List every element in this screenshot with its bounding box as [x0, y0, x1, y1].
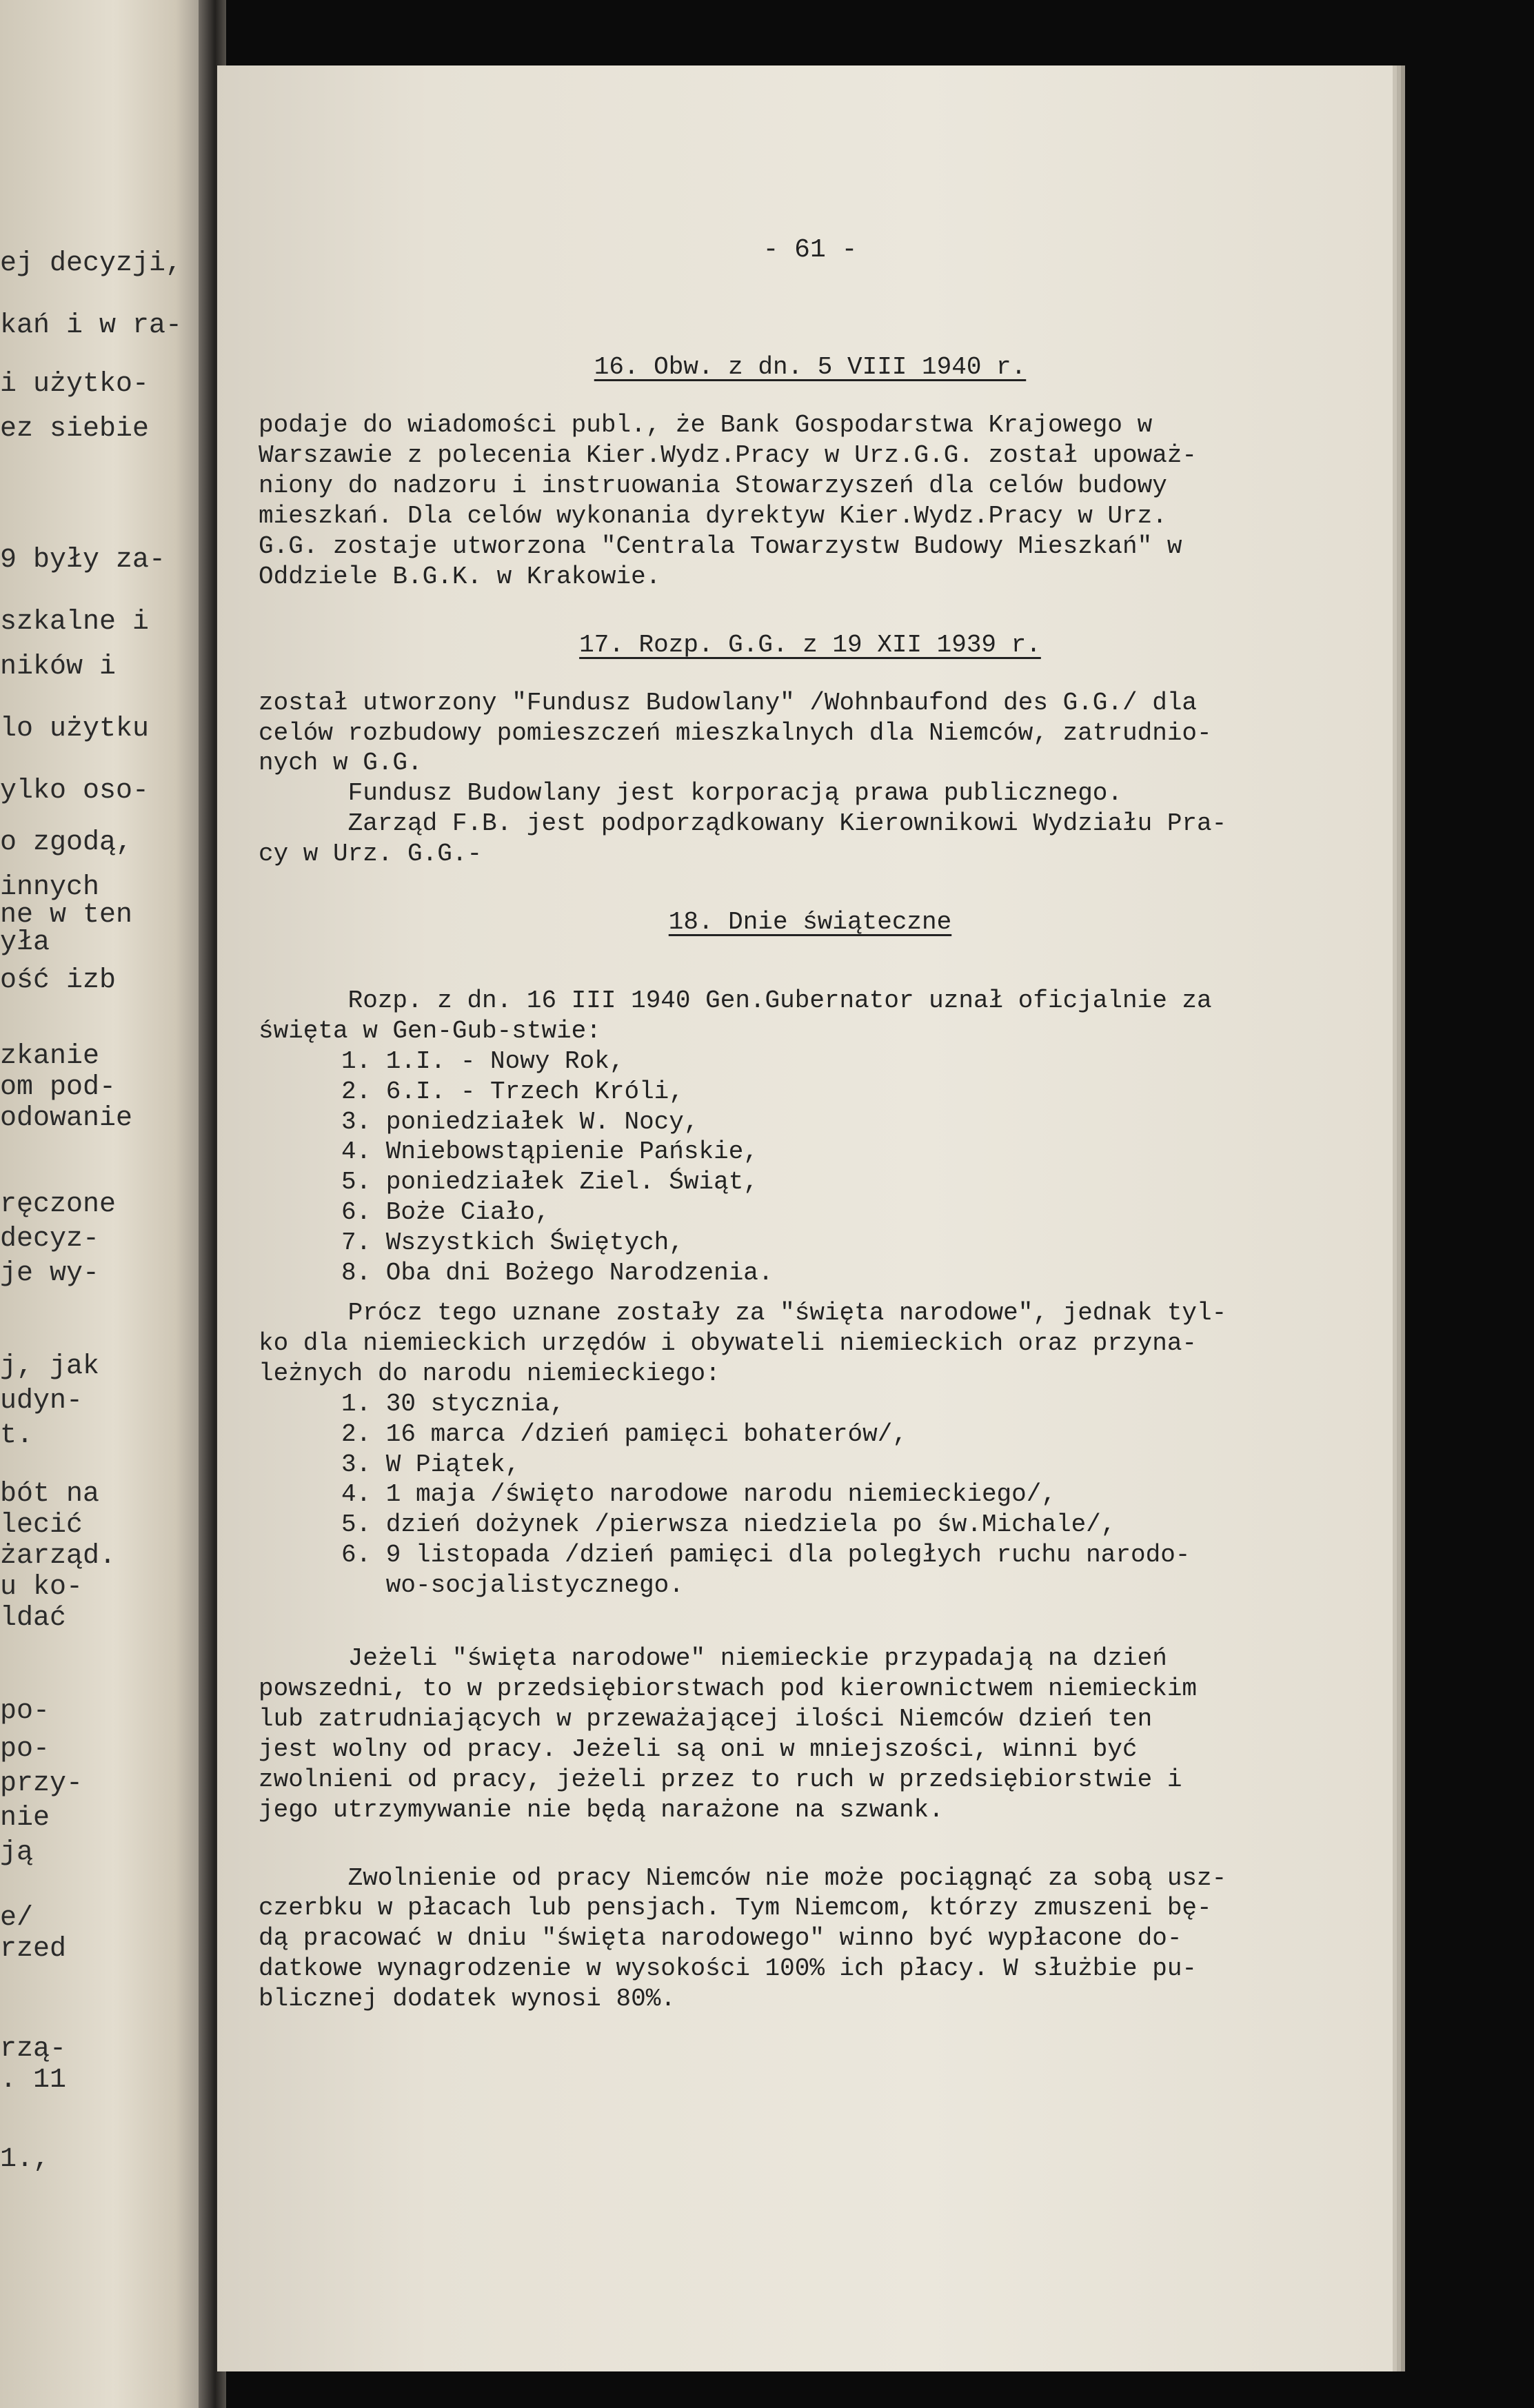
left-page-text-fragment: szkalne i [0, 607, 150, 638]
paragraph-wages [259, 1863, 1362, 2015]
text-line: G.G. zostaje utworzona "Centrala Towarzystw Budowy Mieszkań" w [259, 532, 1182, 560]
text-line: ko dla niemieckich urzędów i obywateli niemieckich oraz przyna- [259, 1328, 1198, 1357]
list-item: 6. 9 listopada /dzień pamięci dla poległych ruchu narodo- [341, 1541, 1191, 1570]
left-page-text-fragment: żarząd. [0, 1541, 117, 1572]
text-line: Zwolnienie od pracy Niemców nie może pociągnąć za sobą usz- [259, 1863, 1227, 1892]
list-item: 6. Boże Ciało, [341, 1198, 550, 1227]
left-page-text-fragment: bót na [0, 1479, 100, 1510]
list-item: 7. Wszystkich Świętych, [341, 1228, 684, 1257]
section-heading-18: 18. Dnie świąteczne [668, 908, 952, 937]
text-line: podaje do wiadomości publ., że Bank Gospodarstwa Krajowego w [259, 411, 1153, 440]
text-line: święta w Gen-Gub-stwie: [259, 1016, 601, 1045]
left-page-text-fragment: yła [0, 927, 50, 958]
left-page-text-fragment: je wy- [0, 1258, 100, 1289]
left-page-text-fragment: po- [0, 1734, 50, 1765]
left-page-text-fragment: rzed [0, 1934, 67, 1965]
text-line: Prócz tego uznane zostały za "święta narodowe", jednak tyl- [259, 1299, 1227, 1328]
left-page-text-fragment: ość izb [0, 965, 117, 996]
left-page-text-fragment: o zgodą, [0, 827, 133, 858]
left-page-text-fragment: kań i w ra- [0, 310, 183, 341]
text-line: Fundusz Budowlany jest korporacją prawa publicznego. [259, 779, 1123, 808]
text-line: powszedni, to w przedsiębiorstwach pod kierownictwem niemieckim [259, 1674, 1198, 1703]
text-line: Rozp. z dn. 16 III 1940 Gen.Gubernator uznał oficjalnie za [259, 986, 1212, 1015]
left-page-text-fragment: udyn- [0, 1386, 83, 1417]
text-line: mieszkań. Dla celów wykonania dyrektyw Kier.Wydz.Pracy w Urz. [259, 501, 1167, 530]
text-line: Jeżeli "święta narodowe" niemieckie przypadają na dzień [259, 1644, 1167, 1673]
text-line: Oddziele B.G.K. w Krakowie. [259, 562, 661, 591]
page-number: - 61 - [763, 235, 858, 265]
left-page-text-fragment: ników i [0, 651, 117, 682]
left-page-text-fragment: ne w ten [0, 900, 133, 931]
list-item: 3. poniedziałek W. Nocy, [341, 1107, 699, 1136]
text-line: nych w G.G. [259, 749, 423, 778]
left-page-text-fragment: . 11 [0, 2065, 67, 2096]
left-page-text-fragment: j, jak [0, 1351, 100, 1382]
left-page-text-fragment: lecić [0, 1510, 83, 1541]
list-item: 4. 1 maja /święto narodowe narodu niemieckiego/, [341, 1480, 1056, 1509]
left-page-text-fragment: zkanie [0, 1041, 100, 1072]
text-line: datkowe wynagrodzenie w wysokości 100% ich płacy. W służbie pu- [259, 1954, 1198, 1983]
left-page-text-fragment: e/ [0, 1903, 34, 1934]
left-page-text-fragment: po- [0, 1696, 50, 1727]
list-item: 1. 30 stycznia, [341, 1389, 565, 1418]
text-line: celów rozbudowy pomieszczeń mieszkalnych dla Niemców, zatrudnio- [259, 718, 1212, 747]
left-page-text-fragment: odowanie [0, 1103, 133, 1134]
left-page-text-fragment: ldać [0, 1603, 67, 1634]
text-line: Zarząd F.B. jest podporządkowany Kierownikowi Wydziału Pra- [259, 809, 1227, 838]
list-item: 4. Wniebowstąpienie Pańskie, [341, 1137, 758, 1166]
list-item: 2. 6.I. - Trzech Króli, [341, 1077, 684, 1106]
left-page-text-fragment: i użytko- [0, 369, 150, 400]
official-holidays-list [259, 1046, 1362, 1288]
left-page-text-fragment: ej decyzji, [0, 248, 183, 279]
left-page-text-fragment: om pod- [0, 1072, 117, 1103]
text-line: niony do nadzoru i instruowania Stowarzyszeń dla celów budowy [259, 472, 1167, 500]
text-line: leżnych do narodu niemieckiego: [259, 1359, 720, 1388]
left-page-text-fragment: decyz- [0, 1224, 100, 1255]
page-content [259, 234, 1362, 2052]
text-line: zwolnieni od pracy, jeżeli przez to ruch w przedsiębiorstwie i [259, 1765, 1182, 1794]
left-page-text-fragment: nie [0, 1803, 50, 1834]
text-line: jest wolny od pracy. Jeżeli są oni w mniejszości, winni być [259, 1734, 1138, 1763]
left-page-text-fragment: 9 były za- [0, 545, 166, 576]
text-line: blicznej dodatek wynosi 80%. [259, 1985, 676, 2014]
left-page-text-fragment: u ko- [0, 1572, 83, 1603]
list-item: 3. W Piątek, [341, 1450, 521, 1479]
list-item: 2. 16 marca /dzień pamięci bohaterów/, [341, 1419, 907, 1448]
list-item: 5. dzień dożynek /pierwsza niedziela po św.Michale/, [341, 1510, 1116, 1539]
holidays-intro [259, 986, 1362, 1046]
section-heading-17: 17. Rozp. G.G. z 19 XII 1939 r. [579, 630, 1041, 659]
left-page-text-fragment: ez siebie [0, 414, 150, 445]
text-line: dą pracować w dniu "święta narodowego" winno być wypłacone do- [259, 1924, 1182, 1953]
section-17-body [259, 688, 1362, 869]
left-page-text-fragment: ją [0, 1837, 34, 1868]
text-line: lub zatrudniających w przeważającej ilości Niemców dzień ten [259, 1704, 1153, 1733]
left-page-text-fragment: innych [0, 872, 100, 903]
text-line: Warszawie z polecenia Kier.Wydz.Pracy w Urz.G.G. został upoważ- [259, 441, 1198, 470]
national-holidays-list [259, 1389, 1362, 1601]
list-item: wo-socjalistycznego. [341, 1571, 684, 1600]
text-line: został utworzony "Fundusz Budowlany" /Wohnbaufond des G.G./ dla [259, 688, 1198, 717]
left-page [0, 0, 207, 2408]
section-16-body [259, 410, 1362, 591]
left-page-text-fragment: ręczone [0, 1189, 117, 1220]
left-page-text-fragment: 1., [0, 2144, 50, 2175]
left-page-text-fragment: rzą- [0, 2034, 67, 2065]
section-heading-16: 16. Obw. z dn. 5 VIII 1940 r. [594, 353, 1027, 382]
left-page-text-fragment: lo użytku [0, 714, 150, 745]
left-page-text-fragment: ylko oso- [0, 776, 150, 807]
text-line: jego utrzymywanie nie będą narażone na szwank. [259, 1795, 944, 1824]
left-page-text-fragment: t. [0, 1420, 34, 1451]
left-page-text-fragment: przy- [0, 1768, 83, 1799]
list-item: 5. poniedziałek Ziel. Świąt, [341, 1168, 758, 1197]
national-holidays-intro [259, 1298, 1362, 1389]
paragraph-workday [259, 1643, 1362, 1825]
text-line: czerbku w płacach lub pensjach. Tym Niemcom, którzy zmuszeni bę- [259, 1894, 1212, 1923]
list-item: 1. 1.I. - Nowy Rok, [341, 1046, 625, 1075]
text-line: cy w Urz. G.G.- [259, 840, 483, 869]
list-item: 8. Oba dni Bożego Narodzenia. [341, 1259, 774, 1288]
